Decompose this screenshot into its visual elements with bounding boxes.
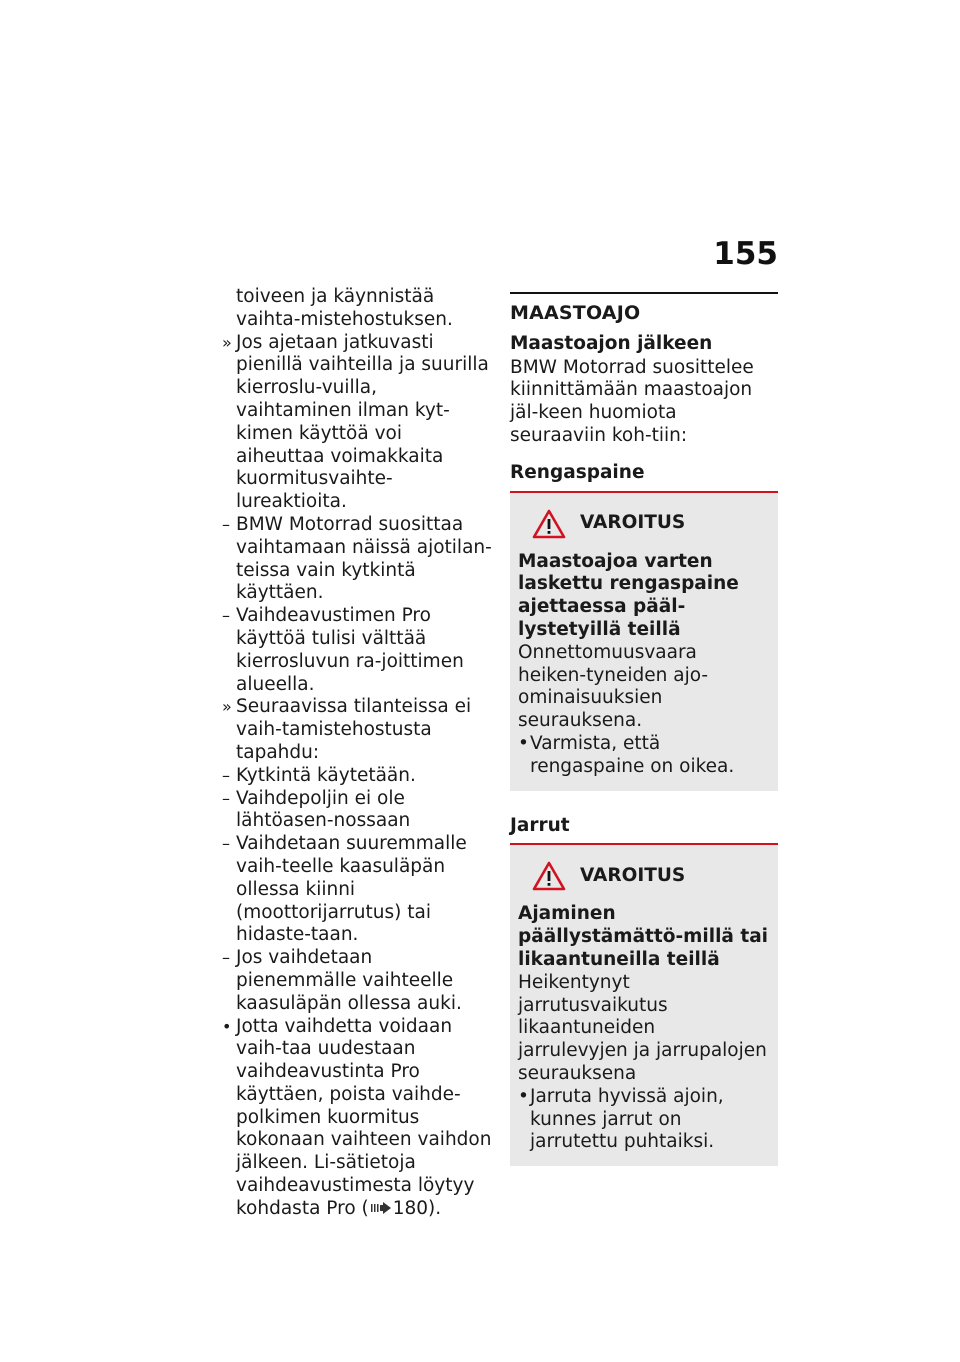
list-item-text: Vaihdepoljin ei ole lähtöasen-nossaan: [236, 787, 411, 832]
list-item-text: Jotta vaihdetta voidaan vaih-taa uudestaan vaihdeavustinta Pro käyttäen, poista vaihde-polkimen kuormitus kokonaan vaihteen vaihdon jälkeen. Li-sätietoja vaihdeavustimesta löytyy kohdasta Pro (: [236, 1015, 492, 1219]
dash-marker: –: [222, 788, 230, 808]
tyre-pressure-heading: Rengaspaine: [510, 462, 778, 493]
list-item: [224, 833, 492, 947]
warning-header: [532, 505, 770, 543]
bullet-dot: •: [518, 732, 529, 754]
brakes-heading: Jarrut: [510, 815, 778, 846]
list-item: [224, 788, 492, 834]
list-item: [224, 1016, 492, 1221]
warning-text: Heikentynyt jarrutusvaikutus likaantuneiden jarrulevyjen ja jarrupalojen seurauksena: [518, 971, 767, 1084]
warning-label: VAROITUS: [580, 512, 686, 534]
warning-bullet: [518, 1086, 770, 1154]
list-item: [224, 947, 492, 1015]
page-number: 155: [713, 236, 778, 272]
list-item-text: Seuraavissa tilanteissa ei vaih-tamistehostusta tapahdu:: [236, 696, 472, 763]
arrow-marker: »: [222, 697, 232, 717]
warning-text: Onnettomuusvaara heiken-tyneiden ajo-ominaisuuksien seurauksena.: [518, 641, 709, 732]
warning-header: [532, 857, 770, 895]
bullet-dot: •: [518, 1085, 529, 1107]
section-divider: [510, 292, 778, 294]
dash-marker: –: [222, 834, 230, 854]
brakes-warning-box: [510, 845, 778, 1166]
list-item: [224, 696, 492, 764]
tyre-warning-box: [510, 493, 778, 791]
list-item: [224, 605, 492, 696]
list-item-text: Jos vaihdetaan pienemmälle vaihteelle kaasuläpän ollessa auki.: [236, 947, 462, 1014]
subheading: Maastoajon jälkeen: [510, 332, 713, 354]
arrow-marker: »: [222, 332, 232, 352]
right-column: [510, 292, 778, 1166]
warning-label: VAROITUS: [580, 864, 686, 886]
warning-title: Maastoajoa varten laskettu rengaspaine ajettaessa pääl-lystetyillä teillä: [518, 550, 739, 640]
warning-bullet: [518, 733, 770, 779]
list-item: [224, 514, 492, 605]
dash-marker: –: [222, 606, 230, 626]
list-item: [224, 765, 492, 788]
section-title: MAASTOAJO: [510, 302, 641, 324]
list-item-text: toiveen ja käynnistää vaihta-mistehostuksen.: [236, 286, 453, 330]
reference-page-text: 180).: [392, 1197, 442, 1219]
list-item-text: Vaihdetaan suuremmalle vaih-teelle kaasuläpän ollessa kiinni (moottorijarrutus) tai hidaste-taan.: [236, 833, 467, 946]
dash-marker: –: [222, 948, 230, 968]
left-column: [224, 286, 492, 1221]
list-item-text: Vaihdeavustimen Pro käyttöä tulisi välttää kierrosluvun ra-joittimen alueella.: [236, 605, 464, 695]
warning-triangle-icon: [532, 861, 566, 891]
intro-paragraph: BMW Motorrad suosittelee kiinnittämään maastoajon jäl-keen huomiota seuraaviin koh-tiin:: [510, 356, 754, 446]
warning-triangle-icon: [532, 509, 566, 539]
list-item-text: Jos ajetaan jatkuvasti pienillä vaihteilla ja suurilla kierroslu-vuilla, vaihtaminen ilman kyt-kimen käyttöä voi aiheuttaa voimakkaita kuormitusvaihte-lureaktioita.: [236, 331, 489, 513]
list-item-text: BMW Motorrad suosittaa vaihtamaan näissä ajotilan-teissa vain kytkintä käyttäen.: [236, 513, 492, 604]
bullet-marker: •: [222, 1016, 232, 1036]
warning-title: Ajaminen päällystämättö-millä tai likaantuneilla teillä: [518, 903, 769, 970]
page-reference-arrow-icon: [370, 1201, 392, 1215]
dash-marker: –: [222, 514, 230, 534]
list-item-text: Kytkintä käytetään.: [236, 764, 416, 786]
list-item: [224, 286, 492, 332]
warning-bullet-text: Jarruta hyvissä ajoin, kunnes jarrut on jarrutettu puhtaiksi.: [530, 1085, 724, 1153]
list-item: [224, 332, 492, 514]
warning-bullet-text: Varmista, että rengaspaine on oikea.: [530, 732, 735, 777]
dash-marker: –: [222, 765, 230, 785]
